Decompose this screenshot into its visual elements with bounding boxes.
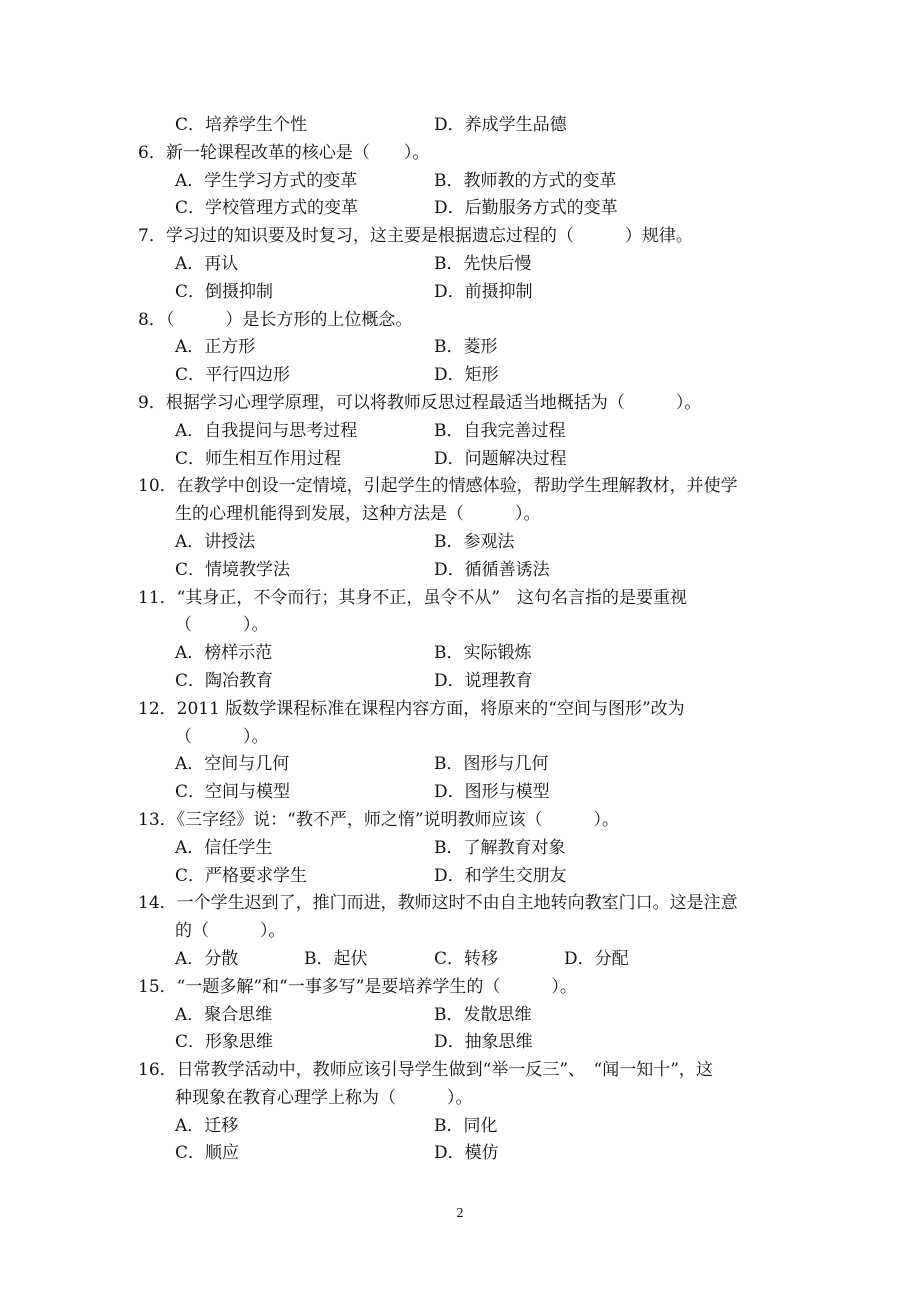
option-b: B．发散思维 <box>434 1004 532 1025</box>
question-stem-continued: （ ）。 <box>175 726 269 747</box>
option-row <box>138 334 788 362</box>
option-b: B．先快后慢 <box>434 253 532 274</box>
option-d: D．说理教育 <box>434 670 533 691</box>
option-b: B．教师教的方式的变革 <box>434 170 617 191</box>
option-a: A．自我提问与思考过程 <box>175 420 358 441</box>
option-c: C．陶冶教育 <box>175 670 274 691</box>
option-d: D．养成学生品德 <box>434 115 567 135</box>
option-b: B．起伏 <box>304 948 368 969</box>
option-row <box>138 1002 788 1030</box>
option-c: C．平行四边形 <box>175 365 291 386</box>
option-b: B．实际锻炼 <box>434 643 532 664</box>
option-a: A．迁移 <box>175 1115 239 1136</box>
option-d: D．循循善诱法 <box>434 559 550 580</box>
option-row <box>138 362 788 390</box>
option-a: A．讲授法 <box>175 531 256 552</box>
option-c: C．学校管理方式的变革 <box>175 198 359 219</box>
question-stem-continued: 的（ ）。 <box>175 921 286 942</box>
option-c: C．培养学生个性 <box>175 115 308 135</box>
option-row <box>138 835 788 863</box>
option-c: C．师生相互作用过程 <box>175 448 342 469</box>
option-a: A．榜样示范 <box>175 643 273 664</box>
option-row <box>138 112 788 140</box>
option-c: C．情境教学法 <box>175 559 291 580</box>
question-stem: 13．《三字经》说：“教不严，师之惰”说明教师应该（ ）。 <box>138 809 620 830</box>
question-stem: 11．“其身正，不令而行；其身不正，虽令不从” 这句名言指的是要重视 <box>138 587 688 608</box>
option-a: A．分散 <box>175 948 239 969</box>
option-row <box>138 1029 788 1057</box>
option-row <box>138 446 788 474</box>
option-a: A．聚合思维 <box>175 1004 273 1025</box>
option-a: A．空间与几何 <box>175 754 290 775</box>
option-d: D．前摄抑制 <box>434 281 533 302</box>
option-d: D．抽象思维 <box>434 1032 533 1053</box>
question-list <box>138 112 788 1168</box>
option-d: D．矩形 <box>434 365 499 386</box>
option-row <box>138 863 788 891</box>
option-row <box>138 557 788 585</box>
option-c: C．转移 <box>434 948 499 969</box>
option-b: B．参观法 <box>434 531 515 552</box>
question-stem: 12．2011 版数学课程标准在课程内容方面，将原来的“空间与图形”改为 <box>138 698 685 719</box>
option-d: D．后勤服务方式的变革 <box>434 198 618 219</box>
option-d: D．和学生交朋友 <box>434 865 567 886</box>
option-b: B．图形与几何 <box>434 754 549 775</box>
option-b: B．同化 <box>434 1115 498 1136</box>
option-c: C．严格要求学生 <box>175 865 308 886</box>
option-d: D．模仿 <box>434 1143 499 1164</box>
question-stem-continued: 生的心理机能得到发展，这种方法是（ ）。 <box>175 504 541 525</box>
option-row <box>138 779 788 807</box>
question-stem: 8．（ ）是长方形的上位概念。 <box>138 309 413 330</box>
option-a: A．信任学生 <box>175 837 273 858</box>
question-stem: 10．在教学中创设一定情境，引起学生的情感体验，帮助学生理解教材，并使学 <box>138 476 738 497</box>
option-a: A．正方形 <box>175 337 256 358</box>
option-b: B．了解教育对象 <box>434 837 566 858</box>
question-stem: 15．“一题多解”和“一事多写”是要培养学生的（ ）。 <box>138 976 577 997</box>
option-c: C．顺应 <box>175 1143 240 1164</box>
option-row <box>138 195 788 223</box>
option-d: D．问题解决过程 <box>434 448 567 469</box>
option-d: D．图形与模型 <box>434 782 550 803</box>
question-stem: 16．日常教学活动中，教师应该引导学生做到“举一反三”、 “闻一知十”，这 <box>138 1060 713 1081</box>
question-stem-continued: 种现象在教育心理学上称为（ ）。 <box>175 1087 473 1108</box>
option-d: D．分配 <box>564 948 629 969</box>
option-c: C．倒摄抑制 <box>175 281 274 302</box>
option-b: B．自我完善过程 <box>434 420 566 441</box>
question-stem: 7．学习过的知识要及时复习，这主要是根据遗忘过程的（ ）规律。 <box>138 226 693 247</box>
option-row <box>138 946 788 974</box>
option-row <box>138 640 788 668</box>
option-row <box>138 251 788 279</box>
question-stem-continued: （ ）。 <box>175 615 269 636</box>
option-row <box>138 418 788 446</box>
question-stem: 9．根据学习心理学原理，可以将教师反思过程最适当地概括为（ ）。 <box>138 392 702 413</box>
option-row <box>138 751 788 779</box>
option-row <box>138 668 788 696</box>
option-c: C．形象思维 <box>175 1032 274 1053</box>
question-stem: 6．新一轮课程改革的核心是（ ）。 <box>138 142 430 163</box>
option-a: A．学生学习方式的变革 <box>175 170 358 191</box>
option-row <box>138 1113 788 1141</box>
option-row <box>138 279 788 307</box>
question-stem: 14．一个学生迟到了，推门而进，教师这时不由自主地转向教室门口。这是注意 <box>138 893 738 914</box>
option-row <box>138 168 788 196</box>
option-row <box>138 529 788 557</box>
option-a: A．再认 <box>175 253 239 274</box>
option-b: B．菱形 <box>434 337 498 358</box>
option-c: C．空间与模型 <box>175 782 291 803</box>
page-number: 2 <box>456 1206 464 1221</box>
option-row <box>138 1140 788 1168</box>
